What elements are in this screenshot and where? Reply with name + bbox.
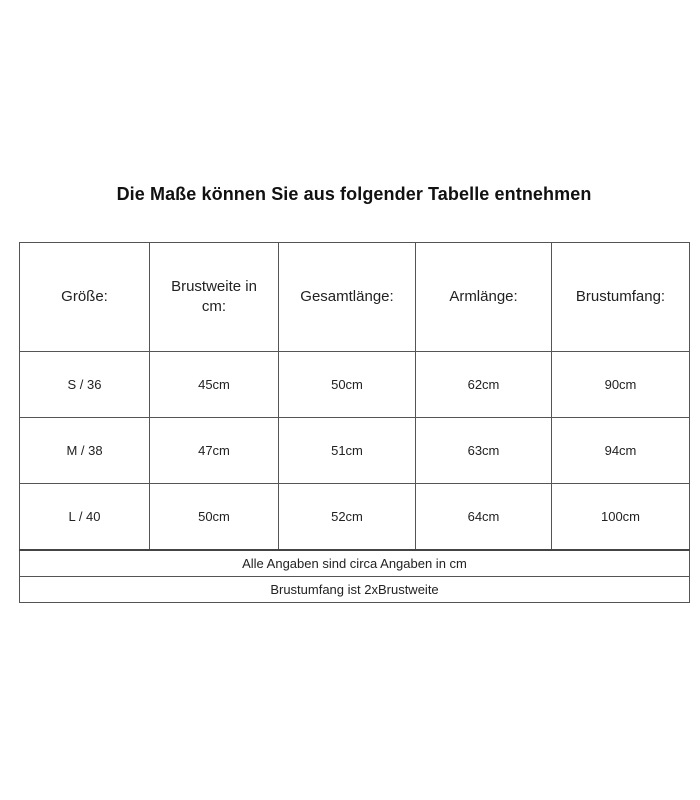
table-header-row [20, 243, 690, 352]
table-cell-size: M / 38 [20, 418, 150, 484]
note-chest-circumference: Brustumfang ist 2xBrustweite [20, 577, 690, 603]
size-table [19, 242, 690, 603]
table-cell-size: L / 40 [20, 484, 150, 551]
table-cell-size: S / 36 [20, 352, 150, 418]
table-cell-total-length: 51cm [279, 418, 416, 484]
note-approximate-values: Alle Angaben sind circa Angaben in cm [20, 550, 690, 577]
table-note-row [20, 577, 690, 603]
table-cell-total-length: 50cm [279, 352, 416, 418]
table-cell-arm-length: 62cm [416, 352, 552, 418]
table-cell-arm-length: 63cm [416, 418, 552, 484]
table-cell-arm-length: 64cm [416, 484, 552, 551]
header-cell-arm-length: Armlänge: [416, 243, 552, 352]
table-cell-chest-circumference: 100cm [552, 484, 690, 551]
table-row [20, 352, 690, 418]
table-cell-total-length: 52cm [279, 484, 416, 551]
table-row [20, 484, 690, 551]
table-cell-chest-width: 50cm [150, 484, 279, 551]
header-cell-total-length: Gesamtlänge: [279, 243, 416, 352]
table-cell-chest-width: 47cm [150, 418, 279, 484]
header-cell-chest-width: Brustweite in cm: [150, 243, 279, 352]
table-cell-chest-width: 45cm [150, 352, 279, 418]
header-cell-chest-circumference: Brustumfang: [552, 243, 690, 352]
table-cell-chest-circumference: 90cm [552, 352, 690, 418]
table-note-row [20, 550, 690, 577]
page-title: Die Maße können Sie aus folgender Tabelle entnehmen [116, 184, 592, 204]
table-cell-chest-circumference: 94cm [552, 418, 690, 484]
header-cell-size: Größe: [20, 243, 150, 352]
table-row [20, 418, 690, 484]
